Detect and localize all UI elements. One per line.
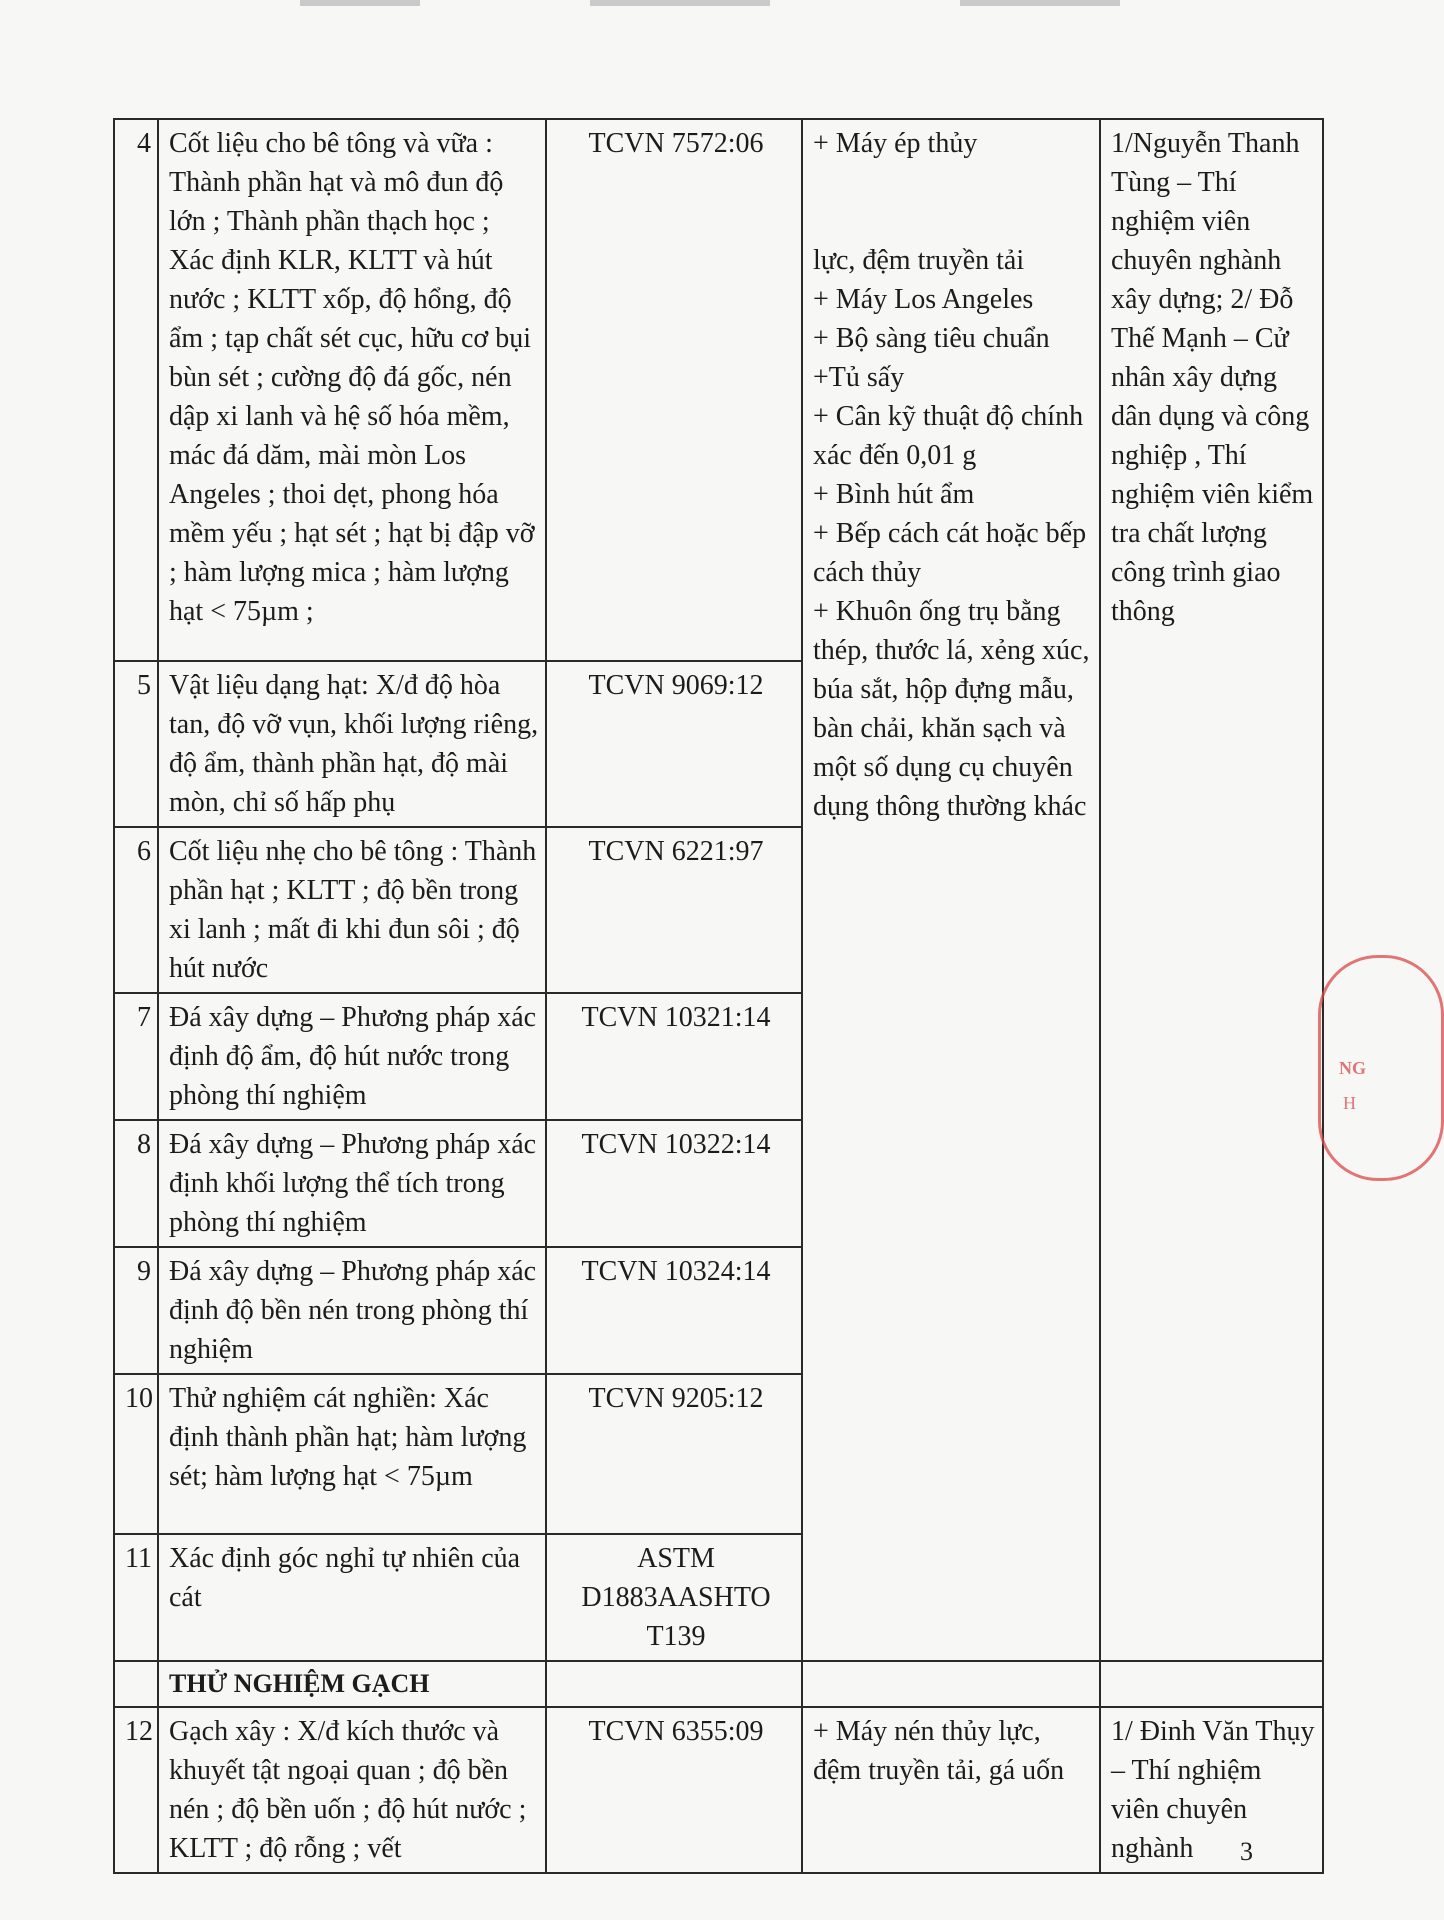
test-standard: TCVN 9069:12 xyxy=(546,661,802,827)
page-number: 3 xyxy=(1240,1837,1253,1866)
test-description: Vật liệu dạng hạt: X/đ độ hòa tan, độ vỡ vụn, khối lượng riêng, độ ẩm, thành phần hạt, độ mài mòn, chỉ số hấp phụ xyxy=(158,661,546,827)
table-row xyxy=(114,1707,1323,1873)
equipment-item: +Tủ sấy xyxy=(813,362,905,393)
test-standard: TCVN 7572:06 xyxy=(546,119,802,661)
equipment-item: + Bếp cách cát hoặc bếp cách thủy xyxy=(813,518,1087,588)
row-number: 10 xyxy=(114,1374,158,1534)
test-description: Cốt liệu nhẹ cho bê tông : Thành phần hạt ; KLTT ; độ bền trong xi lanh ; mất đi khi đun sôi ; độ hút nước xyxy=(158,827,546,993)
equipment-list xyxy=(802,119,1100,1661)
test-standard: TCVN 9205:12 xyxy=(546,1374,802,1534)
test-standard: ASTM D1883AASHTO T139 xyxy=(546,1534,802,1661)
test-description: Đá xây dựng – Phương pháp xác định độ ẩm, độ hút nước trong phòng thí nghiệm xyxy=(158,993,546,1120)
section-number-cell xyxy=(114,1661,158,1707)
row-number: 4 xyxy=(114,119,158,661)
personnel: 1/Nguyễn Thanh Tùng – Thí nghiệm viên chuyên nghành xây dựng; 2/ Đỗ Thế Mạnh – Cử nhân xây dựng dân dụng và công nghiệp , Thí nghiệm viên kiểm tra chất lượng công trình giao thông xyxy=(1100,119,1323,1661)
section-title: THỬ NGHIỆM GẠCH xyxy=(158,1661,546,1707)
test-standard: TCVN 10321:14 xyxy=(546,993,802,1120)
equipment-item: + Máy ép thủy xyxy=(813,128,978,159)
row-number: 8 xyxy=(114,1120,158,1247)
row-number: 7 xyxy=(114,993,158,1120)
scan-top-marks xyxy=(0,0,1358,14)
equipment-item: + Khuôn ống trụ bằng thép, thước lá, xẻng xúc, búa sắt, hộp đựng mẫu, bàn chải, khăn sạch và một số dụng cụ chuyên dụng thông thường khác xyxy=(813,596,1090,822)
personnel: 1/ Đinh Văn Thụy – Thí nghiệm viên chuyên nghành xyxy=(1100,1707,1323,1873)
test-description: Gạch xây : X/đ kích thước và khuyết tật ngoại quan ; độ bền nén ; độ bền uốn ; độ hút nước ; KLTT ; độ rỗng ; vết xyxy=(158,1707,546,1873)
stamp-text: H xyxy=(1343,1093,1356,1113)
red-seal-stamp xyxy=(1318,955,1444,1181)
row-number: 5 xyxy=(114,661,158,827)
test-description: Cốt liệu cho bê tông và vữa : Thành phần hạt và mô đun độ lớn ; Thành phần thạch học ; Xác định KLR, KLTT và hút nước ; KLTT xốp, độ hổng, độ ẩm ; tạp chất sét cục, hữu cơ bụi bùn sét ; cường độ đá gốc, nén dập xi lanh và hệ số hóa mềm, mác đá dăm, mài mòn Los Angeles ; thoi dẹt, phong hóa mềm yếu ; hạt sét ; hạt bị đập vỡ ; hàm lượng mica ; hàm lượng hạt < 75µm ; xyxy=(158,119,546,661)
empty-cell xyxy=(1100,1661,1323,1707)
test-description: Xác định góc nghỉ tự nhiên của cát xyxy=(158,1534,546,1661)
test-description: Thử nghiệm cát nghiền: Xác định thành phần hạt; hàm lượng sét; hàm lượng hạt < 75µm xyxy=(158,1374,546,1534)
equipment-item: + Bình hút ẩm xyxy=(813,479,975,510)
equipment-list: + Máy nén thủy lực, đệm truyền tải, gá uốn xyxy=(802,1707,1100,1873)
equipment-item: + Cân kỹ thuật độ chính xác đến 0,01 g xyxy=(813,401,1084,471)
stamp-text: NG xyxy=(1339,1058,1366,1078)
section-row xyxy=(114,1661,1323,1707)
empty-cell xyxy=(802,1661,1100,1707)
specification-table xyxy=(113,118,1324,1874)
row-number: 6 xyxy=(114,827,158,993)
test-description: Đá xây dựng – Phương pháp xác định khối lượng thể tích trong phòng thí nghiệm xyxy=(158,1120,546,1247)
row-number: 9 xyxy=(114,1247,158,1374)
test-standard: TCVN 10324:14 xyxy=(546,1247,802,1374)
table-row xyxy=(114,119,1323,661)
equipment-item: lực, đệm truyền tải xyxy=(813,245,1025,276)
test-standard: TCVN 6355:09 xyxy=(546,1707,802,1873)
test-description: Đá xây dựng – Phương pháp xác định độ bền nén trong phòng thí nghiệm xyxy=(158,1247,546,1374)
test-standard: TCVN 6221:97 xyxy=(546,827,802,993)
empty-cell xyxy=(546,1661,802,1707)
equipment-item: + Bộ sàng tiêu chuẩn xyxy=(813,323,1050,354)
row-number: 11 xyxy=(114,1534,158,1661)
row-number: 12 xyxy=(114,1707,158,1873)
test-standard: TCVN 10322:14 xyxy=(546,1120,802,1247)
equipment-item: + Máy Los Angeles xyxy=(813,284,1034,315)
